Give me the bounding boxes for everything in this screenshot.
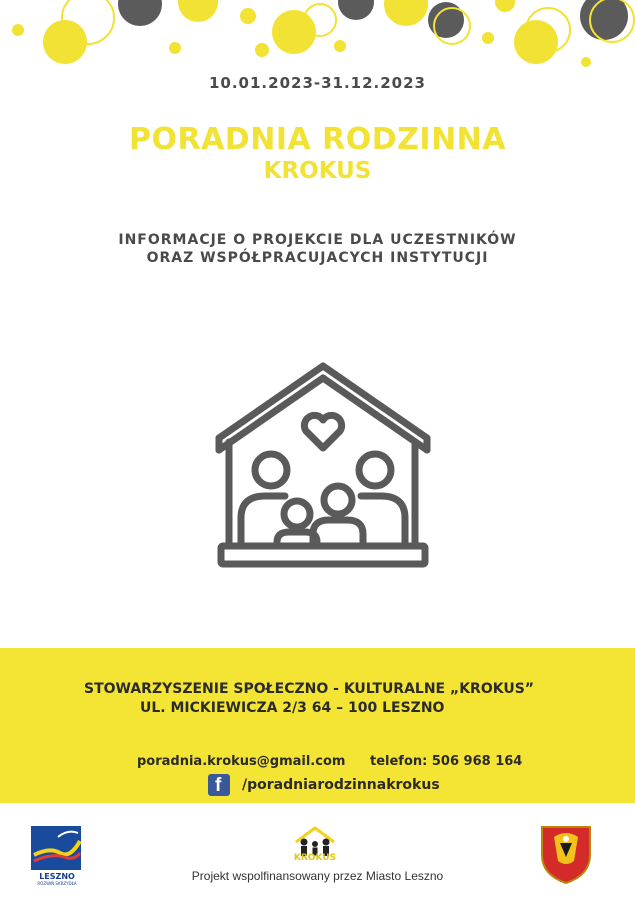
page-title-secondary: KROKUS: [263, 158, 372, 184]
organization-address: UL. MICKIEWICZA 2/3 64 – 100 LESZNO: [140, 700, 445, 716]
date-range: 10.01.2023-31.12.2023: [208, 74, 426, 92]
page-title: PORADNIA RODZINNA: [129, 122, 506, 157]
family-house-icon: [205, 358, 437, 573]
organization-name: STOWARZYSZENIE SPOŁECZNO - KULTURALNE „KROKUS”: [84, 681, 534, 697]
phone-number: telefon: 506 968 164: [370, 754, 523, 769]
coat-of-arms-icon: [538, 821, 594, 885]
email-link[interactable]: poradnia.krokus@gmail.com: [137, 754, 346, 769]
decorative-circles: [0, 0, 635, 70]
facebook-link[interactable]: [208, 774, 440, 796]
leszno-logo-slogan: ROZWIŃ SKRZYDŁA: [37, 881, 77, 886]
subtitle: [0, 231, 635, 267]
facebook-handle: /poradniarodzinnakrokus: [242, 777, 440, 793]
leszno-logo-text: LESZNO: [39, 872, 75, 881]
cofinancing-note: Projekt wspolfinansowany przez Miasto Leszno: [191, 869, 444, 883]
subtitle-line-1: INFORMACJE O PROJEKCIE DLA UCZESTNIKÓW: [118, 232, 517, 248]
krokus-logo-text: KROKUS: [293, 853, 337, 863]
subtitle-line-2: ORAZ WSPÓŁPRACUJACYCH INSTYTUCJI: [146, 250, 489, 266]
facebook-icon: f: [208, 774, 230, 796]
